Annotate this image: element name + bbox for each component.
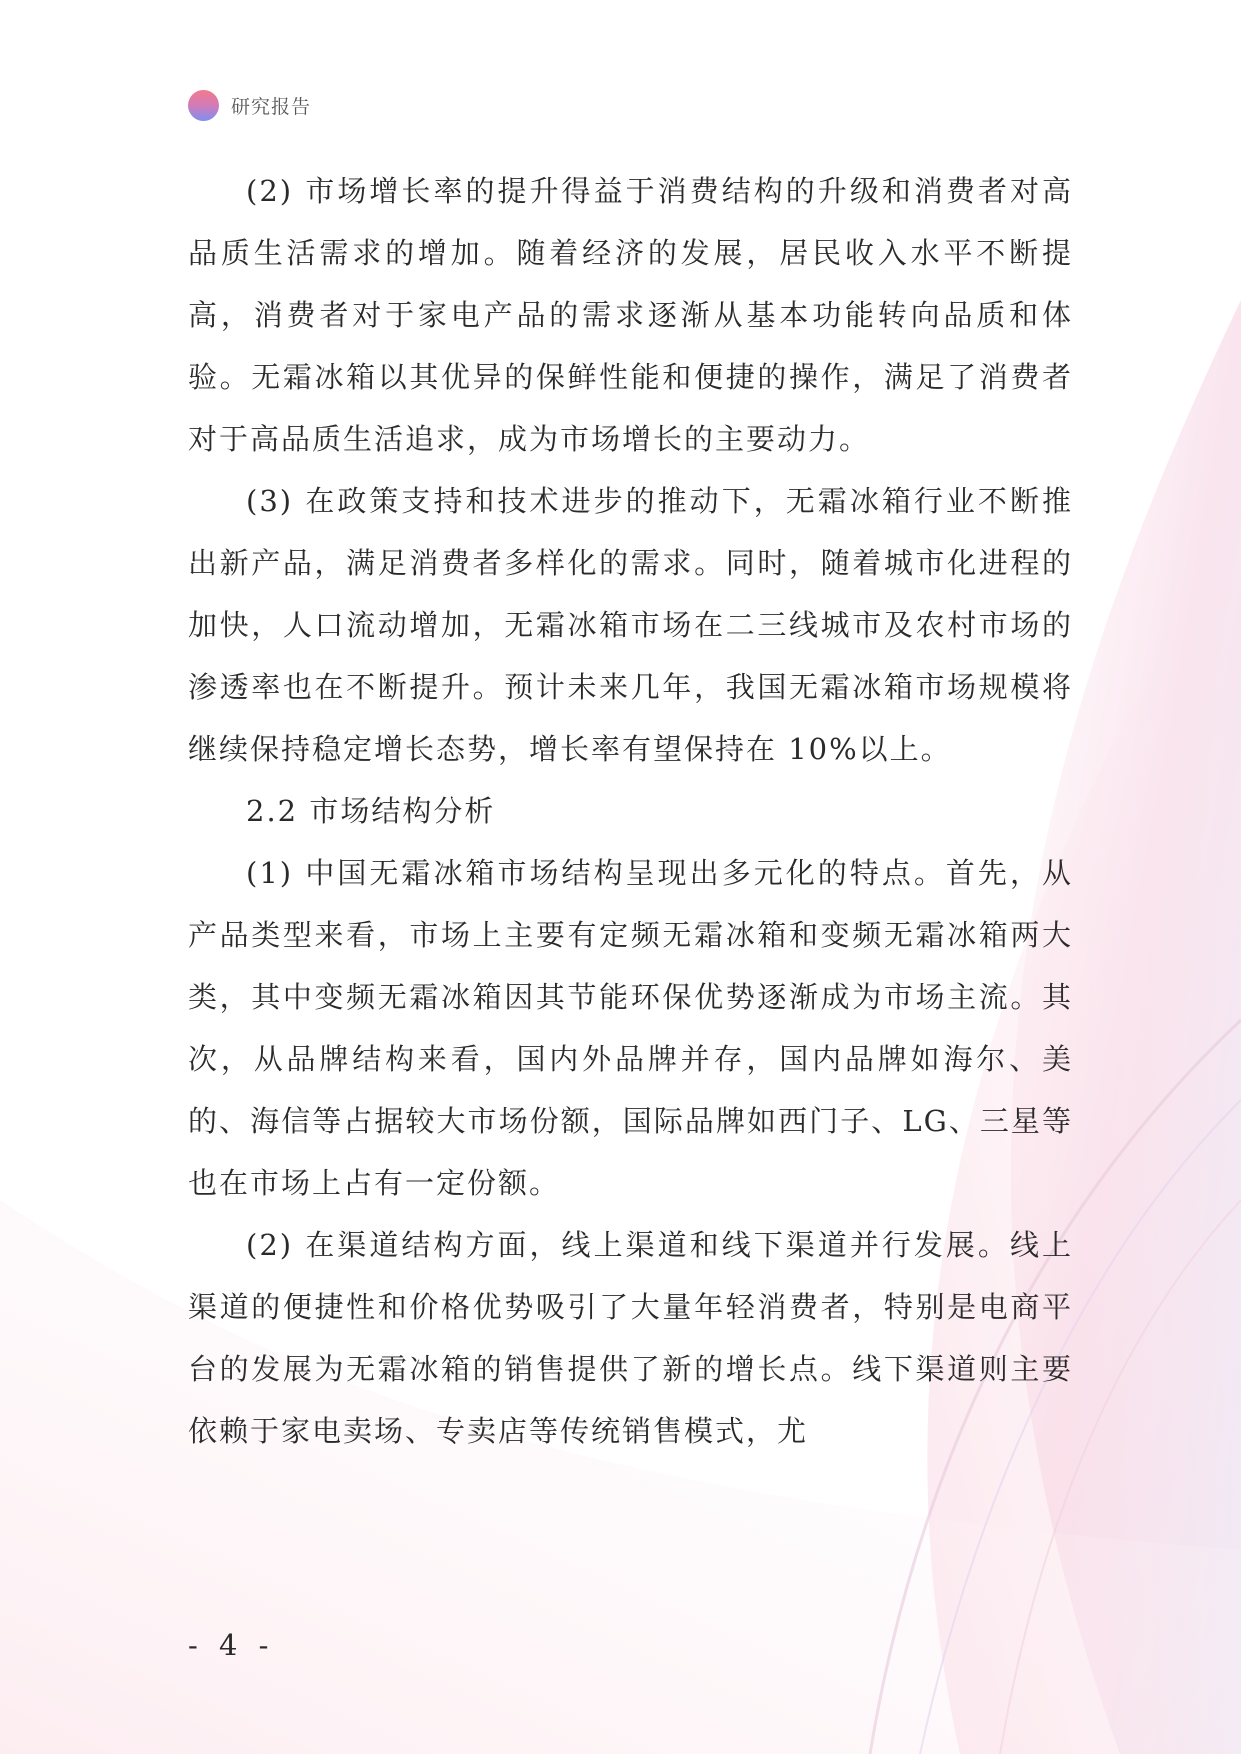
paragraph: (2) 市场增长率的提升得益于消费结构的升级和消费者对高品质生活需求的增加。随着经济的发展，居民收入水平不断提高，消费者对于家电产品的需求逐渐从基本功能转向品质和体验。无霜冰箱以其优异的保鲜性能和便捷的操作，满足了消费者对于高品质生活追求，成为市场增长的主要动力。 xyxy=(188,174,1073,456)
report-header xyxy=(188,88,311,122)
section-heading: 2.2 市场结构分析 xyxy=(246,794,496,828)
document-body xyxy=(188,160,1073,1462)
paragraph: (1) 中国无霜冰箱市场结构呈现出多元化的特点。首先，从产品类型来看，市场上主要有定频无霜冰箱和变频无霜冰箱两大类，其中变频无霜冰箱因其节能环保优势逐渐成为市场主流。其次，从品牌结构来看，国内外品牌并存，国内品牌如海尔、美的、海信等占据较大市场份额，国际品牌如西门子、LG、三星等也在市场上占有一定份额。 xyxy=(188,856,1073,1200)
header-title: 研究报告 xyxy=(231,95,312,118)
logo-circle-icon xyxy=(188,90,219,121)
paragraph: (2) 在渠道结构方面，线上渠道和线下渠道并行发展。线上渠道的便捷性和价格优势吸引了大量年轻消费者，特别是电商平台的发展为无霜冰箱的销售提供了新的增长点。线下渠道则主要依赖于家电卖场、专卖店等传统销售模式，尤 xyxy=(188,1228,1073,1448)
paragraph: (3) 在政策支持和技术进步的推动下，无霜冰箱行业不断推出新产品，满足消费者多样化的需求。同时，随着城市化进程的加快，人口流动增加，无霜冰箱市场在二三线城市及农村市场的渗透率也在不断提升。预计未来几年，我国无霜冰箱市场规模将继续保持稳定增长态势，增长率有望保持在 10%以上。 xyxy=(188,484,1073,766)
page-number: - 4 - xyxy=(188,1628,275,1662)
